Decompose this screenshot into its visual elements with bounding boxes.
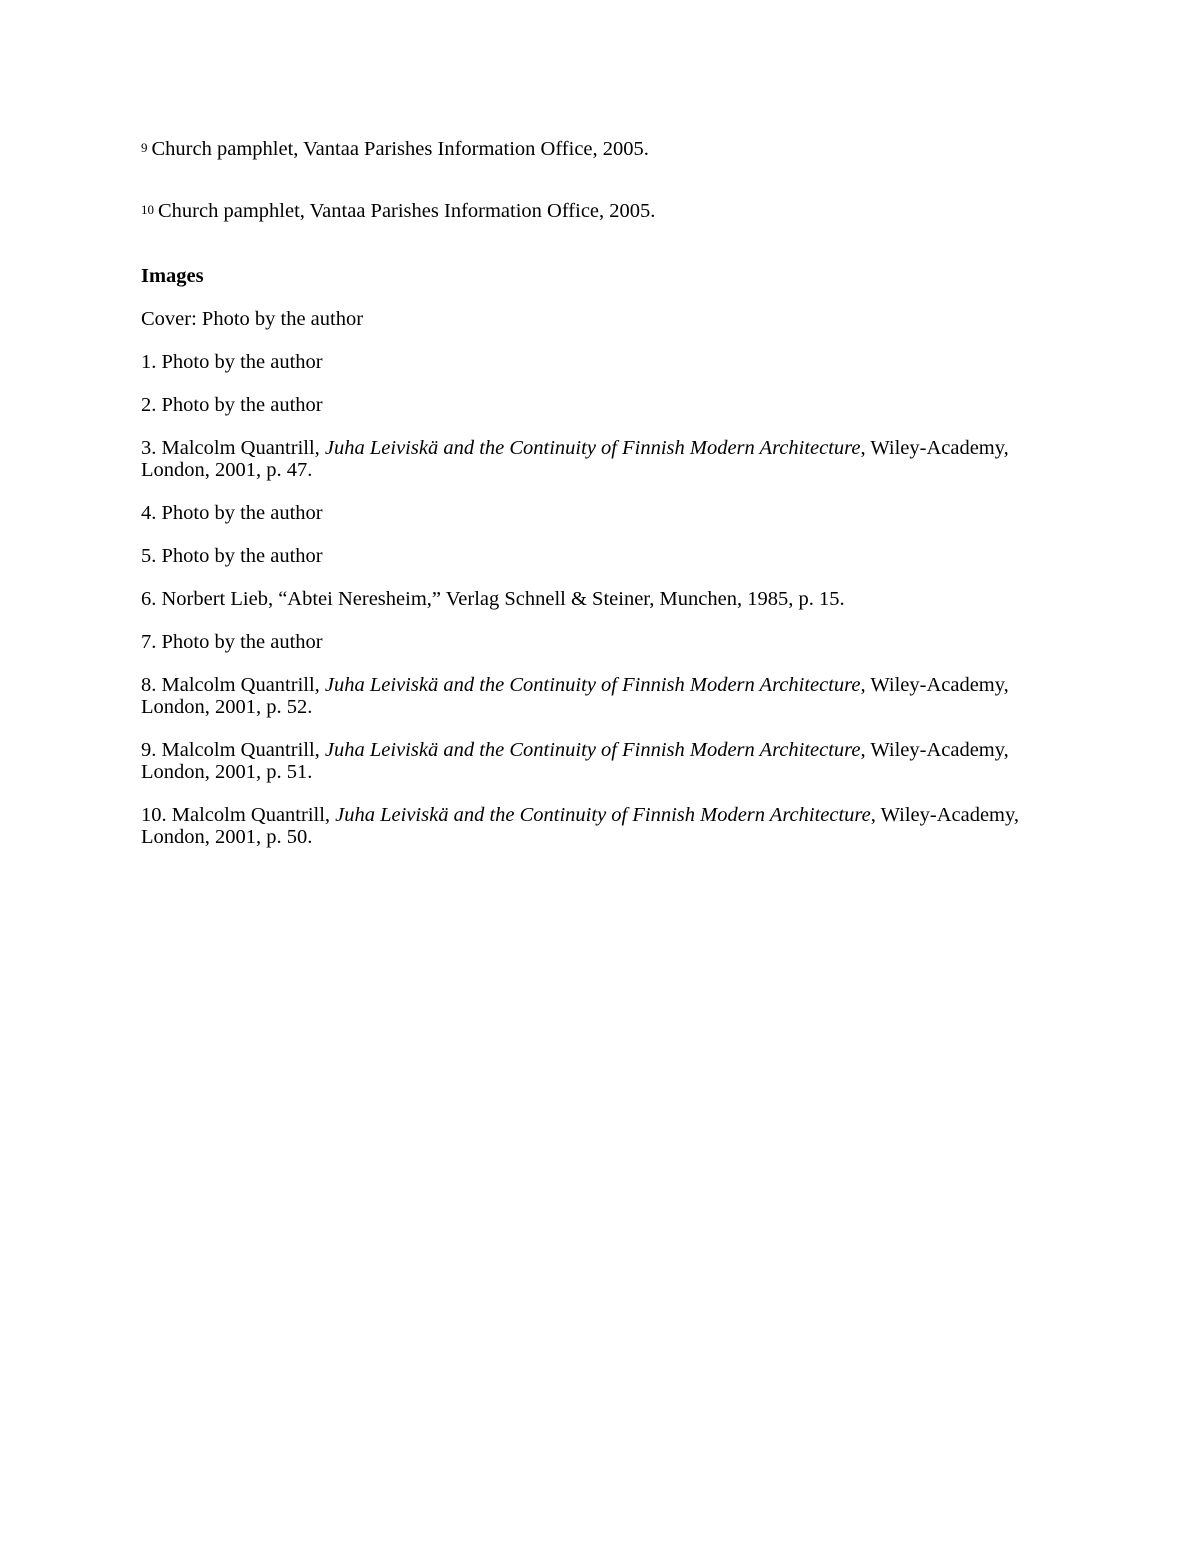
page-content xyxy=(141,138,1061,848)
credit-suffix: , Wiley-Academy, London, 2001, p. 50. xyxy=(141,804,1020,848)
book-title: Juha Leiviskä and the Continuity of Finnish Modern Architecture xyxy=(324,437,861,459)
footnote-number: 10 xyxy=(141,202,154,217)
image-credit-4: 4. Photo by the author xyxy=(141,502,323,524)
image-credit-10 xyxy=(141,804,1061,848)
credit-prefix: 9. Malcolm Quantrill, xyxy=(141,739,325,761)
credit-suffix: , Wiley-Academy, London, 2001, p. 52. xyxy=(141,674,1009,718)
book-title: Juha Leiviskä and the Continuity of Finnish Modern Architecture xyxy=(335,804,871,826)
image-credit-cover: Cover: Photo by the author xyxy=(141,308,364,330)
image-credit-5: 5. Photo by the author xyxy=(141,545,323,567)
image-credit-7: 7. Photo by the author xyxy=(141,631,323,653)
footnote-text: Church pamphlet, Vantaa Parishes Information Office, 2005. xyxy=(151,138,649,160)
image-credit-8 xyxy=(141,674,1061,718)
credit-suffix: , Wiley-Academy, London, 2001, p. 51. xyxy=(141,739,1009,783)
footnote-10 xyxy=(141,200,1061,222)
footnote-9 xyxy=(141,138,1061,160)
images-heading: Images xyxy=(141,265,204,287)
image-credit-2: 2. Photo by the author xyxy=(141,394,323,416)
image-credit-1: 1. Photo by the author xyxy=(141,351,323,373)
footnote-text: Church pamphlet, Vantaa Parishes Information Office, 2005. xyxy=(158,200,656,222)
credit-prefix: 10. Malcolm Quantrill, xyxy=(141,804,336,826)
book-title: Juha Leiviskä and the Continuity of Finnish Modern Architecture xyxy=(324,674,861,696)
book-title: Juha Leiviskä and the Continuity of Finnish Modern Architecture xyxy=(324,739,861,761)
footnote-number: 9 xyxy=(141,140,148,155)
credit-prefix: 3. Malcolm Quantrill, xyxy=(141,437,325,459)
image-credit-3 xyxy=(141,437,1061,481)
credit-prefix: 8. Malcolm Quantrill, xyxy=(141,674,325,696)
credit-suffix: , Wiley-Academy, London, 2001, p. 47. xyxy=(141,437,1009,481)
image-credit-9 xyxy=(141,739,1061,783)
image-credit-6: 6. Norbert Lieb, “Abtei Neresheim,” Verlag Schnell & Steiner, Munchen, 1985, p. 15. xyxy=(141,588,845,610)
